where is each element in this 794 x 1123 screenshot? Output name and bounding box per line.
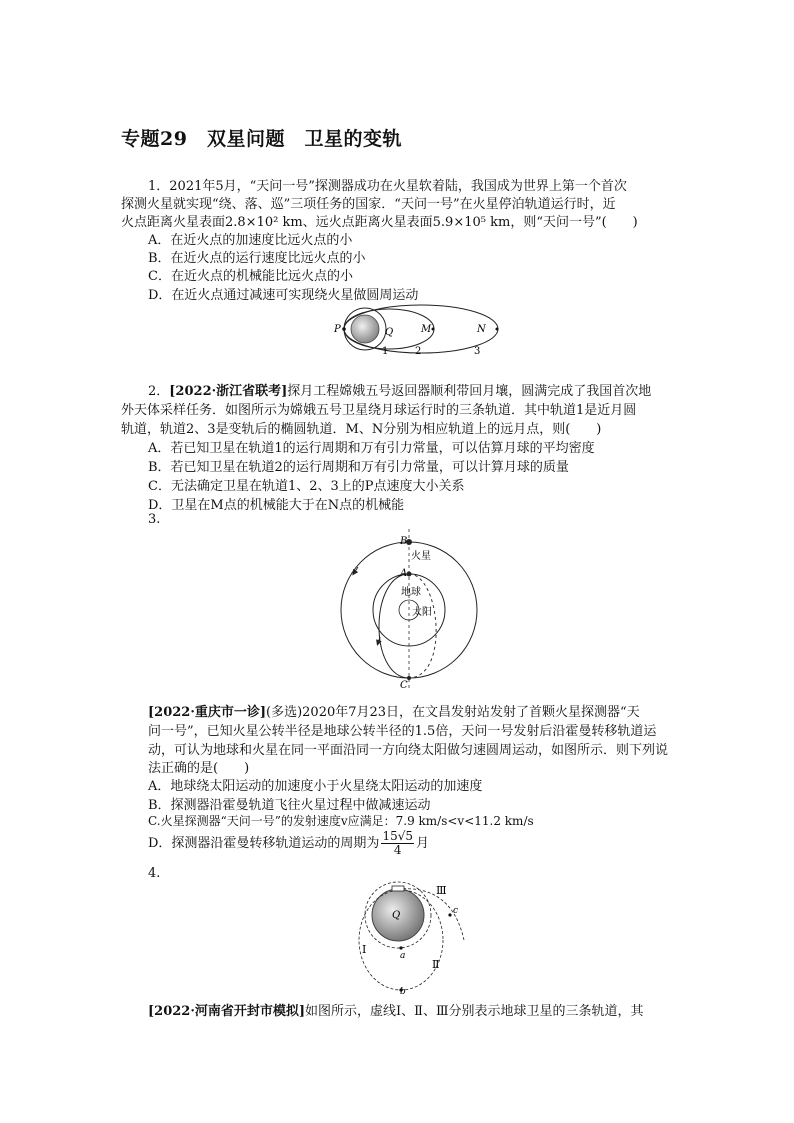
q2-line-2: 外天体采样任务．如图所示为嫦娥五号卫星绕月球运行时的三条轨道．其中轨道1是近月圆	[121, 403, 637, 418]
q4-number: 4.	[148, 866, 161, 881]
q3-option-c: C.火星探测器“天问一号”的发射速度v应满足：7.9 km/s<v<11.2 km/s	[148, 814, 534, 828]
q1-line-3: 火点距离火星表面2.8×10² km、远火点距离火星表面5.9×10⁵ km，则“天问一号”( )	[121, 215, 638, 230]
label-b: B	[400, 536, 408, 547]
label-orbit-I: Ⅰ	[362, 943, 367, 956]
moon	[351, 315, 379, 343]
q2-option-c: C．无法确定卫星在轨道1、2、3上的P点速度大小关系	[148, 479, 465, 494]
q2-number: 2．	[148, 384, 170, 399]
label-1: 1	[382, 346, 389, 357]
label-a: A	[400, 568, 408, 579]
q3-number: 3.	[148, 512, 161, 527]
fraction	[381, 830, 414, 857]
q3-line-1	[148, 701, 640, 720]
fraction-denominator: 4	[393, 843, 402, 857]
label-3: 3	[474, 346, 481, 357]
q2-option-d: D．卫星在M点的机械能大于在N点的机械能	[148, 498, 405, 513]
page-title: 专题29 双星问题 卫星的变轨	[121, 128, 402, 150]
q2-line-1	[148, 380, 651, 399]
q1-option-d: D．在近火点通过减速可实现绕火星做圆周运动	[148, 288, 419, 303]
label-m: M	[421, 324, 432, 335]
q2-option-b: B．若已知卫星在轨道2的运行周期和万有引力常量，可以计算月球的质量	[148, 460, 569, 475]
q1-line-2: 探测火星就实现“绕、落、巡”三项任务的国家．“天问一号”在火星停泊轨道运行时，近	[121, 197, 616, 212]
q2-line-1-text: 探月工程嫦娥五号返回器顺利带回月壤，圆满完成了我国首次地	[287, 384, 652, 399]
figure-satellite-orbits	[356, 880, 476, 995]
fraction-numerator: 15√5	[382, 829, 413, 843]
q3-line-3: 动，可认为地球和火星在同一平面沿同一方向绕太阳做匀速圆周运动，如图所示．则下列说	[148, 743, 669, 758]
q1-option-c: C．在近火点的机械能比远火点的小	[148, 269, 353, 284]
q3-line-1-text: (多选)2020年7月23日，在文昌发射站发射了首颗火星探测器“天	[266, 705, 640, 720]
label-sun: 太阳	[412, 607, 432, 618]
q3-line-4: 法正确的是( )	[148, 761, 250, 776]
figure-hohmann-transfer	[340, 527, 480, 692]
q3-option-a: A．地球绕太阳运动的加速度小于火星绕太阳运动的加速度	[148, 779, 483, 794]
label-p: P	[334, 324, 341, 335]
q3-option-b: B．探测器沿霍曼轨道飞往火星过程中做减速运动	[148, 798, 431, 813]
q2-line-3: 轨道，轨道2、3是变轨后的椭圆轨道．M、N分别为相应轨道上的远月点，则( )	[121, 422, 602, 437]
label-earth: 地球	[401, 587, 421, 598]
q1-option-b: B．在近火点的运行速度比远火点的小	[148, 251, 366, 266]
q1-option-a: A．在近火点的加速度比远火点的小	[148, 233, 353, 248]
label-q: Q	[385, 327, 394, 338]
label-c: c	[453, 906, 459, 916]
label-b: b	[400, 987, 406, 995]
q2-source: [2022·浙江省联考]	[169, 384, 288, 399]
q4-source: [2022·河南省开封市模拟]	[148, 1004, 306, 1019]
q1-line-1: 1．2021年5月，“天问一号”探测器成功在火星软着陆，我国成为世界上第一个首次	[148, 179, 627, 194]
label-n: N	[477, 324, 486, 335]
label-2: 2	[415, 346, 422, 357]
label-orbit-II: Ⅱ	[432, 958, 440, 971]
q4-line-1-text: 如图所示，虚线Ⅰ、Ⅱ、Ⅲ分别表示地球卫星的三条轨道，其	[305, 1004, 644, 1019]
q3-line-2: 问一号”，已知火星公转半径是地球公转半径的1.5倍，天问一号发射后沿霍曼转移轨道运	[148, 724, 657, 739]
q3-source: [2022·重庆市一诊]	[148, 705, 267, 720]
label-q: Q	[392, 910, 401, 921]
label-mars: 火星	[411, 551, 431, 562]
q3-option-d-unit: 月	[416, 836, 430, 851]
label-c: C	[400, 680, 408, 691]
q4-line-1	[148, 1000, 644, 1019]
q3-option-d	[148, 829, 429, 859]
q2-option-a: A．若已知卫星在轨道1的运行周期和万有引力常量，可以估算月球的平均密度	[148, 441, 595, 456]
q3-option-d-text: D．探测器沿霍曼转移轨道运动的周期为	[148, 836, 380, 851]
figure-moon-orbits	[330, 302, 505, 362]
label-orbit-III: Ⅲ	[436, 884, 447, 897]
label-a: a	[400, 951, 406, 961]
